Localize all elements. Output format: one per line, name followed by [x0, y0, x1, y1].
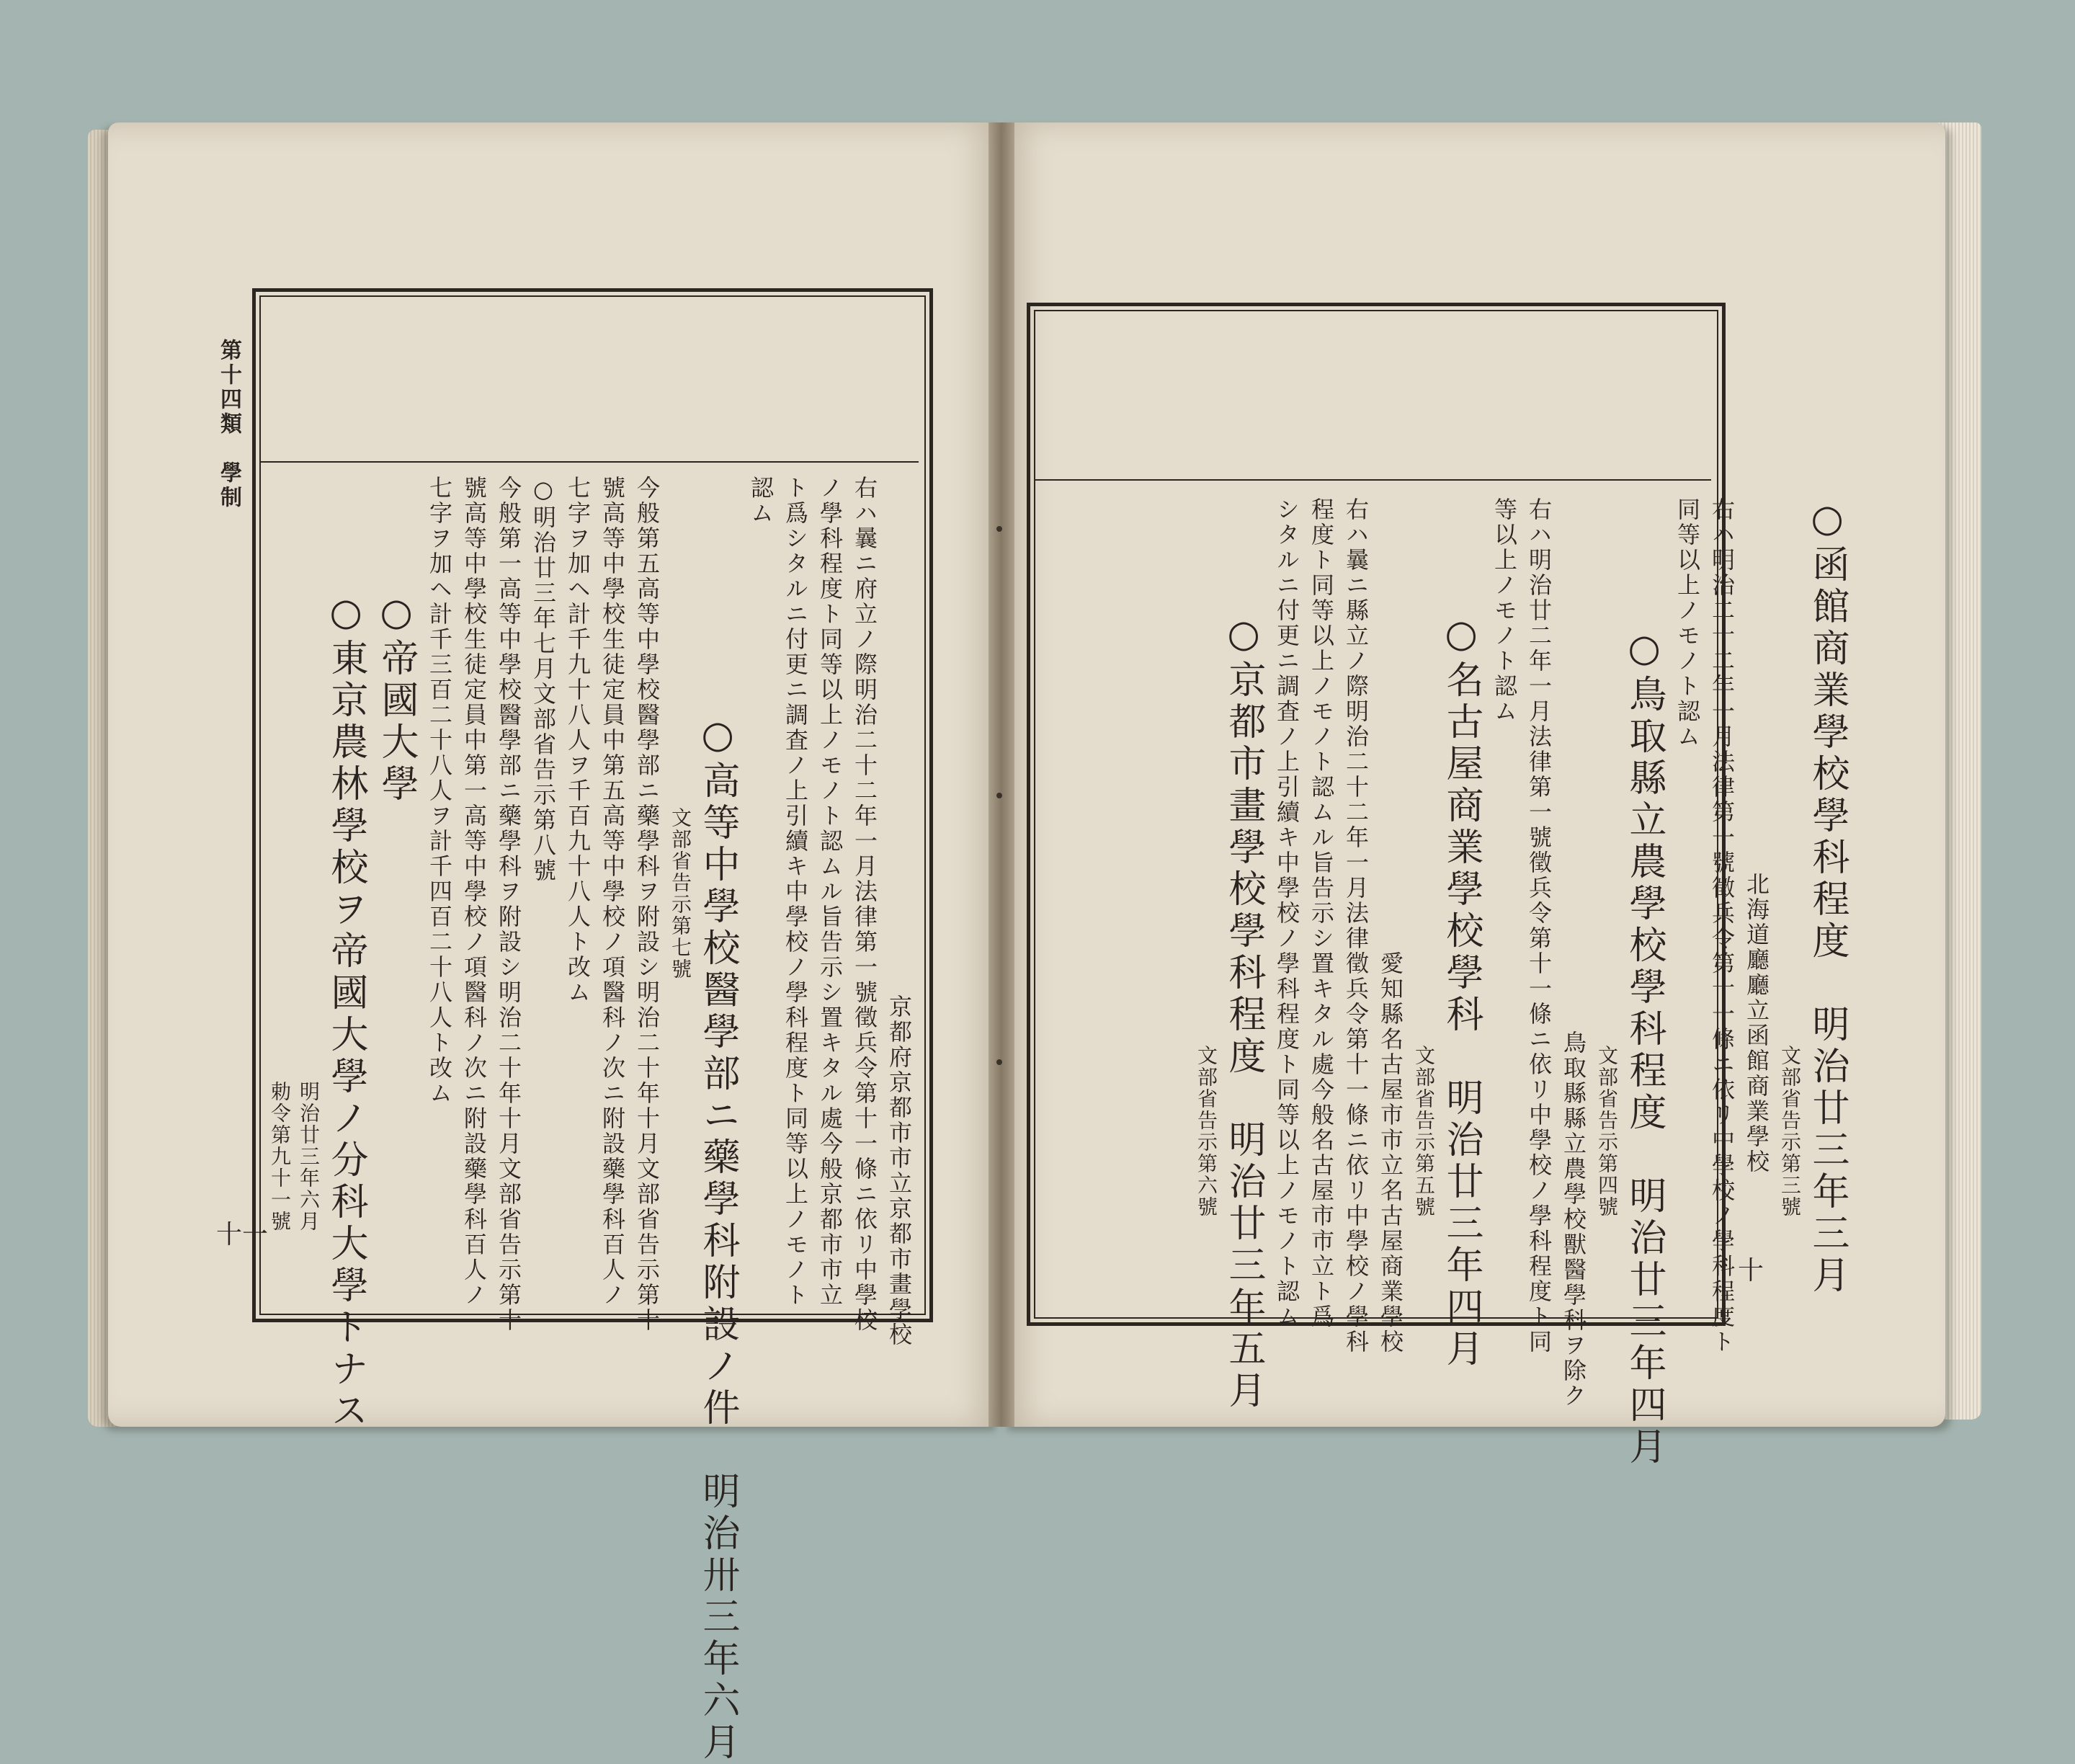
- text-column: 號高等中學校生徒定員中第五高等中學校ノ項醫科ノ次ニ附設藥學科百人ノ: [599, 476, 626, 1308]
- text-column: 愛知縣名古屋市市立名古屋商業學校: [1377, 951, 1404, 1355]
- open-book: [108, 108, 1953, 1764]
- text-column: 七字ヲ加ヘ計千三百二十八人ヲ計千四百二十八人ト改ム: [426, 476, 453, 1106]
- text-column: 認ム: [747, 476, 775, 526]
- text-column: ノ學科程度ト同等以上ノモノト認ムル旨告示シ置キタル處今般京都市市立: [816, 476, 844, 1308]
- book-gutter: [989, 122, 1014, 1427]
- right-header-rule: [1034, 479, 1711, 481]
- text-column: ○名古屋商業學校學科 明治廿三年四月: [1440, 612, 1483, 1371]
- binding-hole: [996, 1059, 1002, 1065]
- text-column: 文部省告示第七號: [669, 807, 692, 980]
- text-column: ○帝國大學: [375, 591, 418, 806]
- text-column: ○京都市畫學校學科程度 明治廿三年五月: [1222, 612, 1265, 1412]
- text-column: 京都府京都市市立京都市畫學校: [885, 994, 913, 1348]
- text-column: 今般第五高等中學校醫學部ニ藥學科ヲ附設シ明治二十年十月文部省告示第十: [633, 476, 661, 1333]
- text-column: 右ハ曩ニ縣立ノ際明治二十二年一月法律徵兵令第十一條ニ依リ中學校ノ學科: [1342, 497, 1370, 1355]
- text-column: 七字ヲ加ヘ計千九十八人ヲ千百九十八人ト改ム: [564, 476, 592, 1005]
- text-column: 右ハ明治廿二年一月法律第一號徵兵令第十一條ニ依リ中學校ノ學科程度ト同: [1525, 497, 1553, 1355]
- text-column: 文部省告示第三號: [1778, 1045, 1802, 1218]
- text-column: 同等以上ノモノト認ム: [1674, 497, 1701, 749]
- text-column: 北海道廳廳立函館商業學校: [1743, 872, 1770, 1175]
- text-column: 勅令第九十一號: [268, 1081, 292, 1232]
- text-column: 程度ト同等以上ノモノト認ムル旨告示シ置キタル處今般名古屋市市立ト爲: [1308, 497, 1335, 1329]
- text-column: ○鳥取縣立農學校學科程度 明治廿三年四月: [1623, 627, 1666, 1469]
- text-column: 明治廿三年六月: [297, 1081, 321, 1232]
- page-number: 十一: [216, 1220, 269, 1250]
- text-column: 等以上ノモノト認ム: [1491, 497, 1518, 724]
- text-column: 今般第一高等中學校醫學部ニ藥學科ヲ附設シ明治二十年十月文部省告示第十: [495, 476, 522, 1333]
- text-column: 右ハ曩ニ府立ノ際明治二十二年一月法律第一號徵兵令第十一條ニ依リ中學校: [851, 476, 878, 1333]
- text-column: 文部省告示第六號: [1195, 1045, 1218, 1218]
- right-page: [1001, 122, 1945, 1469]
- text-column: 右ハ明治二十二年一月法律第一號徵兵令第十一條ニ依リ中學校ノ學科程度ト: [1708, 497, 1736, 1355]
- left-header-rule: [259, 461, 919, 463]
- binding-hole: [996, 526, 1002, 532]
- right-text-frame: [1027, 303, 1726, 1326]
- running-head: 第十四類 學制: [216, 339, 241, 510]
- binding-hole: [996, 793, 1002, 798]
- page-number: 十: [1738, 1256, 1764, 1286]
- text-column: ○東京農林學校ヲ帝國大學ノ分科大學トナス: [324, 591, 367, 1433]
- left-page: [108, 122, 1001, 1764]
- text-column: ○明治廿三年七月文部省告示第八號: [530, 476, 557, 883]
- text-column: ト爲シタルニ付更ニ調査ノ上引續キ中學校ノ學科程度ト同等以上ノモノト: [782, 476, 809, 1308]
- text-column: 文部省告示第五號: [1412, 1045, 1436, 1218]
- text-column: ○函館商業學校學科程度 明治廿三年三月: [1806, 497, 1849, 1297]
- text-column: 鳥取縣縣立農學校獸醫學科ヲ除ク: [1560, 1030, 1587, 1409]
- text-column: ○高等中學校醫學部ニ藥學科附設ノ件 明治卅三年六月: [696, 713, 739, 1764]
- text-column: 號高等中學校生徒定員中第一高等中學校ノ項醫科ノ次ニ附設藥學科百人ノ: [460, 476, 488, 1308]
- text-column: 文部省告示第四號: [1595, 1045, 1619, 1218]
- text-column: シタルニ付更ニ調査ノ上引續キ中學校ノ學科程度ト同等以上ノモノト認ム: [1273, 497, 1300, 1329]
